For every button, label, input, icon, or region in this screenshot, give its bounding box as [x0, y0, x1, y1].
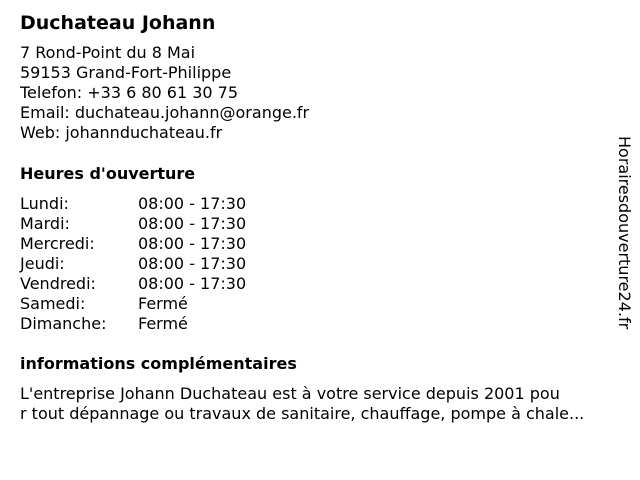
time-value: 08:00 - 17:30: [138, 234, 247, 253]
day-label: Mardi:: [20, 214, 70, 233]
hours-row-friday: [20, 274, 320, 294]
hours-row-tuesday: [20, 214, 320, 234]
watermark: [610, 136, 640, 346]
additional-info-heading: informations complémentaires: [20, 354, 297, 373]
phone-number: Telefon: +33 6 80 61 30 75: [20, 83, 239, 102]
day-label: Mercredi:: [20, 234, 95, 253]
time-value: 08:00 - 17:30: [138, 254, 247, 273]
time-value: Fermé: [138, 314, 188, 333]
day-label: Samedi:: [20, 294, 86, 313]
business-name: Duchateau Johann: [20, 12, 216, 34]
day-label: Jeudi:: [20, 254, 65, 273]
hours-row-sunday: [20, 314, 320, 334]
address-street: 7 Rond-Point du 8 Mai: [20, 43, 196, 62]
time-value: Fermé: [138, 294, 188, 313]
website: Web: johannduchateau.fr: [20, 123, 223, 142]
time-value: 08:00 - 17:30: [138, 194, 247, 213]
additional-info-text: [20, 384, 584, 424]
day-label: Dimanche:: [20, 314, 107, 333]
opening-hours-table: [20, 194, 320, 334]
hours-row-saturday: [20, 294, 320, 314]
address-city: 59153 Grand-Fort-Philippe: [20, 63, 232, 82]
info-line: r tout dépannage ou travaux de sanitaire, chauffage, pompe à chale...: [20, 404, 585, 423]
time-value: 08:00 - 17:30: [138, 274, 247, 293]
hours-row-wednesday: [20, 234, 320, 254]
email-address: Email: duchateau.johann@orange.fr: [20, 103, 310, 122]
hours-row-monday: [20, 194, 320, 214]
opening-hours-heading: Heures d'ouverture: [20, 164, 196, 183]
hours-row-thursday: [20, 254, 320, 274]
watermark-text: Horairesdouverture24.fr: [615, 136, 634, 330]
day-label: Vendredi:: [20, 274, 96, 293]
time-value: 08:00 - 17:30: [138, 214, 247, 233]
day-label: Lundi:: [20, 194, 69, 213]
info-line: L'entreprise Johann Duchateau est à votre service depuis 2001 pou: [20, 384, 560, 403]
contact-block: [20, 43, 309, 143]
